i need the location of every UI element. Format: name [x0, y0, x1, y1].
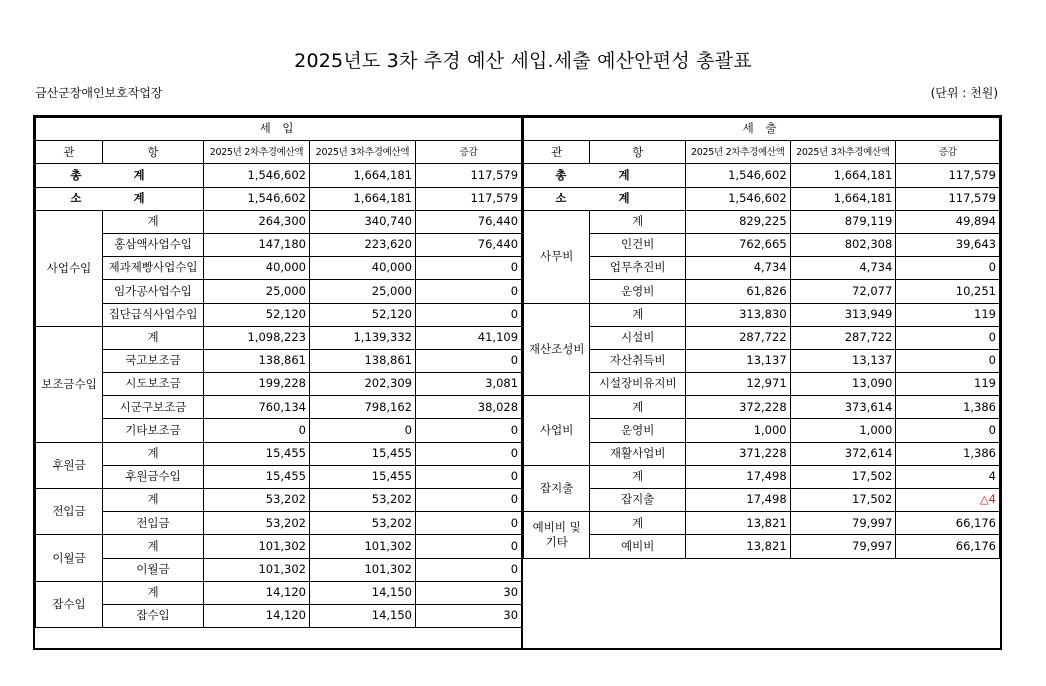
- amount-2nd: 371,228: [686, 442, 791, 465]
- amount-2nd: 52,120: [204, 303, 310, 326]
- amount-diff: 66,176: [896, 535, 1000, 558]
- hang-label: 예비비: [590, 535, 686, 558]
- hang-label: 운영비: [590, 419, 686, 442]
- subtotal-row: [36, 187, 522, 210]
- hang-label: 잡지출: [590, 489, 686, 512]
- amount-diff: 38,028: [416, 396, 522, 419]
- hang-label: 계: [590, 512, 686, 535]
- section-header-row: [36, 118, 522, 141]
- amount-diff: 39,643: [896, 233, 1000, 256]
- amount-diff: 117,579: [416, 164, 522, 187]
- amount-3rd: 40,000: [310, 257, 416, 280]
- amount-2nd: 13,821: [686, 512, 791, 535]
- amount-2nd: 264,300: [204, 210, 310, 233]
- table-row: [524, 535, 1000, 558]
- amount-diff: 117,579: [896, 164, 1000, 187]
- hang-label: 임가공사업수입: [103, 280, 204, 303]
- amount-2nd: 25,000: [204, 280, 310, 303]
- gwan-label: 이월금: [36, 535, 103, 581]
- hang-label: 기타보조금: [103, 419, 204, 442]
- amount-diff: 0: [896, 257, 1000, 280]
- empty-cell: [524, 558, 1000, 651]
- amount-3rd: 287,722: [790, 326, 896, 349]
- document-title: 2025년도 3차 추경 예산 세입.세출 예산안편성 총괄표: [294, 50, 752, 72]
- hang-label: 계: [103, 581, 204, 604]
- amount-3rd: 72,077: [790, 280, 896, 303]
- amount-3rd: 14,150: [310, 604, 416, 627]
- table-row: [524, 396, 1000, 419]
- amount-2nd: 287,722: [686, 326, 791, 349]
- table-row: [36, 465, 522, 488]
- hang-label: 업무추진비: [590, 257, 686, 280]
- amount-3rd: 4,734: [790, 257, 896, 280]
- amount-3rd: 372,614: [790, 442, 896, 465]
- table-row: [36, 303, 522, 326]
- table-row: [36, 396, 522, 419]
- hang-label: 이월금: [103, 558, 204, 581]
- amount-3rd: 17,502: [790, 465, 896, 488]
- amount-3rd: 1,139,332: [310, 326, 416, 349]
- amount-2nd: 372,228: [686, 396, 791, 419]
- hang-label: 계: [590, 303, 686, 326]
- subtotal-label: 소 계: [524, 187, 686, 210]
- gwan-label: 후원금: [36, 442, 103, 488]
- column-header: 관: [36, 141, 103, 164]
- table-row: [36, 233, 522, 256]
- amount-3rd: 202,309: [310, 373, 416, 396]
- gwan-label: 사무비: [524, 210, 590, 303]
- amount-3rd: 15,455: [310, 442, 416, 465]
- amount-diff: 0: [416, 465, 522, 488]
- hang-label: 시설비: [590, 326, 686, 349]
- table-row: [36, 489, 522, 512]
- amount-3rd: 373,614: [790, 396, 896, 419]
- amount-diff: 0: [416, 257, 522, 280]
- amount-2nd: 14,120: [204, 604, 310, 627]
- amount-3rd: 53,202: [310, 512, 416, 535]
- amount-2nd: 762,665: [686, 233, 791, 256]
- amount-2nd: 1,546,602: [686, 187, 791, 210]
- table-row: [36, 257, 522, 280]
- gwan-label: 잡지출: [524, 465, 590, 511]
- amount-2nd: 199,228: [204, 373, 310, 396]
- column-header-row: [524, 141, 1000, 164]
- amount-2nd: 12,971: [686, 373, 791, 396]
- amount-3rd: 15,455: [310, 465, 416, 488]
- table-row: [36, 280, 522, 303]
- hang-label: 계: [590, 465, 686, 488]
- amount-2nd: 40,000: [204, 257, 310, 280]
- amount-3rd: 1,664,181: [310, 164, 416, 187]
- table-row: [524, 489, 1000, 512]
- amount-2nd: 1,546,602: [204, 164, 310, 187]
- amount-3rd: 0: [310, 419, 416, 442]
- amount-2nd: 4,734: [686, 257, 791, 280]
- subtotal-label: 소 계: [36, 187, 204, 210]
- hang-label: 잡수입: [103, 604, 204, 627]
- amount-3rd: 53,202: [310, 489, 416, 512]
- amount-3rd: 101,302: [310, 535, 416, 558]
- revenue-table: [35, 117, 522, 628]
- column-header: 증감: [416, 141, 522, 164]
- amount-3rd: 101,302: [310, 558, 416, 581]
- column-header: 2025년 2차추경예산액: [204, 141, 310, 164]
- gwan-label: 재산조성비: [524, 303, 590, 396]
- table-row: [36, 373, 522, 396]
- gwan-label: 전입금: [36, 489, 103, 535]
- amount-3rd: 52,120: [310, 303, 416, 326]
- amount-diff: 0: [416, 512, 522, 535]
- amount-3rd: 798,162: [310, 396, 416, 419]
- section-header: 세 입: [36, 118, 522, 141]
- table-row: [36, 604, 522, 627]
- amount-2nd: 15,455: [204, 465, 310, 488]
- amount-diff: 10,251: [896, 280, 1000, 303]
- amount-2nd: 0: [204, 419, 310, 442]
- column-header: 항: [590, 141, 686, 164]
- amount-diff: 0: [416, 535, 522, 558]
- amount-3rd: 1,000: [790, 419, 896, 442]
- hang-label: 계: [103, 326, 204, 349]
- column-header: 관: [524, 141, 590, 164]
- hang-label: 전입금: [103, 512, 204, 535]
- table-row: [524, 233, 1000, 256]
- amount-3rd: 13,090: [790, 373, 896, 396]
- amount-3rd: 14,150: [310, 581, 416, 604]
- hang-label: 인건비: [590, 233, 686, 256]
- column-header: 2025년 3차추경예산액: [790, 141, 896, 164]
- table-row: [524, 465, 1000, 488]
- column-header: 2025년 3차추경예산액: [310, 141, 416, 164]
- table-row: [524, 280, 1000, 303]
- hang-label: 계: [103, 535, 204, 558]
- amount-2nd: 53,202: [204, 512, 310, 535]
- amount-2nd: 760,134: [204, 396, 310, 419]
- amount-3rd: 1,664,181: [310, 187, 416, 210]
- hang-label: 계: [103, 489, 204, 512]
- table-row: [524, 373, 1000, 396]
- table-row: [36, 558, 522, 581]
- amount-2nd: 829,225: [686, 210, 791, 233]
- amount-diff: 117,579: [416, 187, 522, 210]
- amount-diff: 0: [416, 303, 522, 326]
- table-row: [36, 512, 522, 535]
- amount-3rd: 223,620: [310, 233, 416, 256]
- amount-diff: 1,386: [896, 442, 1000, 465]
- amount-diff: 0: [416, 442, 522, 465]
- table-row: [36, 419, 522, 442]
- amount-3rd: 17,502: [790, 489, 896, 512]
- subtotal-row: [524, 187, 1000, 210]
- amount-diff: 49,894: [896, 210, 1000, 233]
- amount-2nd: 1,546,602: [686, 164, 791, 187]
- total-row: [524, 164, 1000, 187]
- hang-label: 제과제빵사업수입: [103, 257, 204, 280]
- hang-label: 계: [590, 396, 686, 419]
- amount-3rd: 79,997: [790, 512, 896, 535]
- amount-diff: 30: [416, 604, 522, 627]
- amount-diff: 119: [896, 373, 1000, 396]
- hang-label: 계: [103, 210, 204, 233]
- amount-2nd: 138,861: [204, 349, 310, 372]
- hang-label: 홍삼액사업수입: [103, 233, 204, 256]
- amount-2nd: 313,830: [686, 303, 791, 326]
- table-row: [524, 257, 1000, 280]
- amount-3rd: 1,664,181: [790, 187, 896, 210]
- table-row: [36, 326, 522, 349]
- amount-diff: 66,176: [896, 512, 1000, 535]
- column-header-row: [36, 141, 522, 164]
- organization-name: 금산군장애인보호작업장: [35, 86, 163, 100]
- gwan-label: 예비비 및 기타: [524, 512, 590, 558]
- amount-diff: 4: [896, 465, 1000, 488]
- hang-label: 운영비: [590, 280, 686, 303]
- budget-summary-table: [33, 115, 1002, 650]
- amount-3rd: 802,308: [790, 233, 896, 256]
- hang-label: 국고보조금: [103, 349, 204, 372]
- amount-2nd: 15,455: [204, 442, 310, 465]
- amount-2nd: 53,202: [204, 489, 310, 512]
- column-header: 항: [103, 141, 204, 164]
- gwan-label: 사업수입: [36, 210, 103, 326]
- total-label: 총 계: [524, 164, 686, 187]
- amount-diff: 0: [416, 558, 522, 581]
- amount-3rd: 879,119: [790, 210, 896, 233]
- amount-3rd: 79,997: [790, 535, 896, 558]
- amount-diff: 76,440: [416, 233, 522, 256]
- amount-3rd: 138,861: [310, 349, 416, 372]
- amount-2nd: 14,120: [204, 581, 310, 604]
- hang-label: 계: [103, 442, 204, 465]
- hang-label: 시설장비유지비: [590, 373, 686, 396]
- amount-2nd: 101,302: [204, 535, 310, 558]
- hang-label: 재활사업비: [590, 442, 686, 465]
- amount-diff: 0: [416, 349, 522, 372]
- amount-2nd: 13,137: [686, 349, 791, 372]
- amount-2nd: 1,000: [686, 419, 791, 442]
- amount-diff: 0: [896, 419, 1000, 442]
- table-row: [524, 326, 1000, 349]
- table-row: [36, 349, 522, 372]
- table-row: [36, 581, 522, 604]
- amount-diff: 0: [896, 349, 1000, 372]
- amount-diff: 0: [896, 326, 1000, 349]
- amount-2nd: 1,546,602: [204, 187, 310, 210]
- hang-label: 시군구보조금: [103, 396, 204, 419]
- gwan-label: 사업비: [524, 396, 590, 466]
- amount-3rd: 340,740: [310, 210, 416, 233]
- table-row: [524, 442, 1000, 465]
- amount-diff: 117,579: [896, 187, 1000, 210]
- amount-diff: 30: [416, 581, 522, 604]
- amount-diff: 3,081: [416, 373, 522, 396]
- amount-2nd: 1,098,223: [204, 326, 310, 349]
- amount-diff: 0: [416, 280, 522, 303]
- empty-area: [524, 558, 1000, 651]
- expenditure-table: [523, 117, 1000, 651]
- amount-diff: △4: [896, 489, 1000, 512]
- hang-label: 시도보조금: [103, 373, 204, 396]
- hang-label: 후원금수입: [103, 465, 204, 488]
- amount-2nd: 17,498: [686, 489, 791, 512]
- hang-label: 계: [590, 210, 686, 233]
- gwan-label: 잡수입: [36, 581, 103, 627]
- amount-diff: 1,386: [896, 396, 1000, 419]
- column-header: 증감: [896, 141, 1000, 164]
- total-row: [36, 164, 522, 187]
- total-label: 총 계: [36, 164, 204, 187]
- hang-label: 자산취득비: [590, 349, 686, 372]
- gwan-label: 보조금수입: [36, 326, 103, 442]
- section-header-row: [524, 118, 1000, 141]
- column-header: 2025년 2차추경예산액: [686, 141, 791, 164]
- amount-diff: 119: [896, 303, 1000, 326]
- amount-3rd: 1,664,181: [790, 164, 896, 187]
- amount-diff: 76,440: [416, 210, 522, 233]
- table-row: [524, 349, 1000, 372]
- unit-label: (단위 : 천원): [930, 86, 998, 100]
- section-header: 세 출: [524, 118, 1000, 141]
- amount-2nd: 101,302: [204, 558, 310, 581]
- table-row: [524, 303, 1000, 326]
- amount-3rd: 313,949: [790, 303, 896, 326]
- amount-3rd: 13,137: [790, 349, 896, 372]
- amount-2nd: 13,821: [686, 535, 791, 558]
- table-row: [36, 442, 522, 465]
- table-row: [524, 512, 1000, 535]
- amount-2nd: 147,180: [204, 233, 310, 256]
- amount-2nd: 61,826: [686, 280, 791, 303]
- table-row: [524, 419, 1000, 442]
- amount-diff: 0: [416, 489, 522, 512]
- amount-diff: 41,109: [416, 326, 522, 349]
- table-row: [524, 210, 1000, 233]
- table-row: [36, 535, 522, 558]
- amount-diff: 0: [416, 419, 522, 442]
- amount-2nd: 17,498: [686, 465, 791, 488]
- amount-3rd: 25,000: [310, 280, 416, 303]
- table-row: [36, 210, 522, 233]
- hang-label: 집단급식사업수입: [103, 303, 204, 326]
